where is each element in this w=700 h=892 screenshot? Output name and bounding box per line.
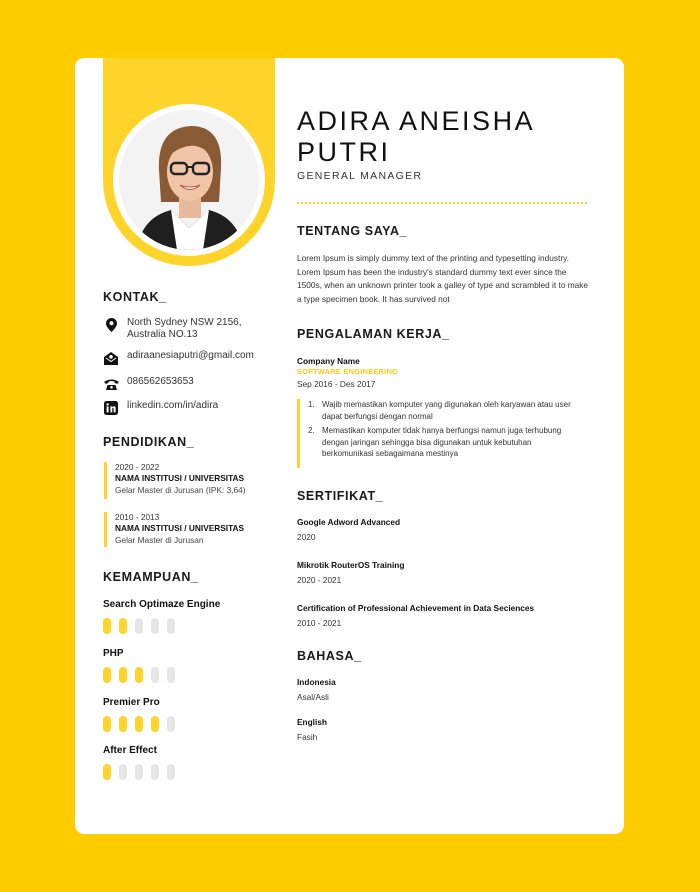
skill-dot-empty: [119, 764, 127, 780]
full-name: ADIRA ANEISHA PUTRI: [297, 106, 534, 167]
phone-icon: [103, 376, 119, 392]
skill-dot-filled: [119, 618, 127, 634]
resume-card: [75, 58, 624, 834]
skill-name: Search Optimaze Engine: [103, 599, 221, 610]
language-level: Asal/Asli: [297, 692, 329, 702]
linkedin-icon: [103, 400, 119, 416]
language-item: [297, 677, 597, 703]
email-text: adiraanesiaputri@gmail.com: [127, 350, 254, 361]
phone-text: 086562653653: [127, 376, 194, 387]
certificate-year: 2020: [297, 532, 316, 542]
company-name: Company Name: [297, 356, 360, 366]
languages-heading: BAHASA_: [297, 649, 362, 663]
certificate-item: [297, 517, 597, 543]
certificate-title: Certification of Professional Achievement in Data Seciences: [297, 603, 535, 613]
language-name: Indonesia: [297, 677, 336, 687]
skill-level: [103, 667, 278, 683]
certificate-title: Google Adword Advanced: [297, 517, 401, 527]
contact-linkedin: [103, 400, 283, 416]
contact-email: [103, 350, 283, 366]
skill-dot-filled: [103, 618, 111, 634]
duty-item: [308, 399, 572, 422]
department: SOFTWARE ENGINEERING: [297, 367, 399, 376]
location-pin-icon: [103, 317, 119, 333]
skill-dot-filled: [151, 716, 159, 732]
skill-dot-empty: [135, 618, 143, 634]
education-institution: NAMA INSTITUSI / UNIVERSITAS: [115, 523, 245, 533]
job-title: GENERAL MANAGER: [297, 170, 423, 182]
profile-photo: [119, 110, 259, 250]
certificate-title: Mikrotik RouterOS Training: [297, 560, 405, 570]
linkedin-text: linkedin.com/in/adira: [127, 400, 219, 411]
language-item: [297, 717, 597, 743]
skill-level: [103, 618, 278, 634]
certificate-item: [297, 560, 597, 586]
duty-item: [308, 425, 572, 460]
email-icon: [103, 350, 119, 366]
skill-level: [103, 716, 278, 732]
duty-text: Wajib memastikan komputer yang digunakan oleh karyawan atau user dapat berfungsi dengan normal: [322, 400, 571, 421]
skill-dot-empty: [151, 667, 159, 683]
skill-dot-filled: [119, 667, 127, 683]
about-text: Lorem Ipsum is simply dummy text of the printing and typesetting industry. Lorem Ipsum has been the industry's standard dummy text ever since the 1500s, when an unknown printer took a galley of type and scrambled it to make a type specimen book. It has survived not: [297, 253, 589, 305]
education-years: 2020 - 2022: [115, 462, 160, 472]
duties-list: [297, 399, 572, 468]
certificate-year: 2020 - 2021: [297, 575, 342, 585]
certificates-heading: SERTIFIKAT_: [297, 489, 384, 503]
education-heading: PENDIDIKAN_: [103, 435, 195, 449]
skill-dot-empty: [151, 618, 159, 634]
education-years: 2010 - 2013: [115, 512, 160, 522]
skill-name: PHP: [103, 648, 124, 659]
experience-heading: PENGALAMAN KERJA_: [297, 327, 450, 341]
skill-level: [103, 764, 278, 780]
skill-dot-filled: [135, 716, 143, 732]
skill-dot-empty: [167, 716, 175, 732]
contact-phone: [103, 376, 283, 392]
education-degree: Gelar Master di Jurusan: [115, 535, 204, 545]
skill-dot-empty: [167, 764, 175, 780]
certificate-year: 2010 - 2021: [297, 618, 342, 628]
contact-heading: KONTAK_: [103, 290, 167, 304]
skill-dot-empty: [135, 764, 143, 780]
skill-name: After Effect: [103, 745, 157, 756]
skill-dot-filled: [103, 716, 111, 732]
skill-dot-filled: [103, 667, 111, 683]
certificate-item: [297, 603, 597, 629]
work-period: Sep 2016 - Des 2017: [297, 379, 376, 389]
contact-address: [103, 317, 283, 340]
education-degree: Gelar Master di Jurusan (IPK: 3,64): [115, 485, 246, 495]
about-heading: TENTANG SAYA_: [297, 224, 408, 238]
skill-dot-filled: [119, 716, 127, 732]
skill-dot-filled: [135, 667, 143, 683]
address-line1: North Sydney NSW 2156,: [127, 317, 242, 328]
dotted-divider: [297, 202, 587, 204]
education-item: [104, 462, 279, 499]
skill-item: [103, 599, 278, 634]
skill-item: [103, 648, 278, 683]
duty-number: 1.: [308, 400, 315, 409]
skill-dot-filled: [103, 764, 111, 780]
skill-item: [103, 745, 278, 780]
skill-dot-empty: [151, 764, 159, 780]
avatar: [113, 104, 265, 256]
education-institution: NAMA INSTITUSI / UNIVERSITAS: [115, 473, 245, 483]
skill-name: Premier Pro: [103, 697, 160, 708]
skills-heading: KEMAMPUAN_: [103, 570, 199, 584]
address-line2: Australia NO.13: [127, 328, 198, 340]
skill-item: [103, 697, 278, 732]
skill-dot-empty: [167, 667, 175, 683]
duty-number: 2.: [308, 426, 315, 436]
language-level: Fasih: [297, 732, 318, 742]
skill-dot-empty: [167, 618, 175, 634]
education-item: [104, 512, 279, 547]
duty-text: Memastikan komputer tidak hanya berfungsi namun juga terhubung dengan jaringan sehingga bisa digunakan untuk kebutuhan berkomunikasi sebagaimana mestinya: [322, 426, 562, 459]
language-name: English: [297, 717, 327, 727]
